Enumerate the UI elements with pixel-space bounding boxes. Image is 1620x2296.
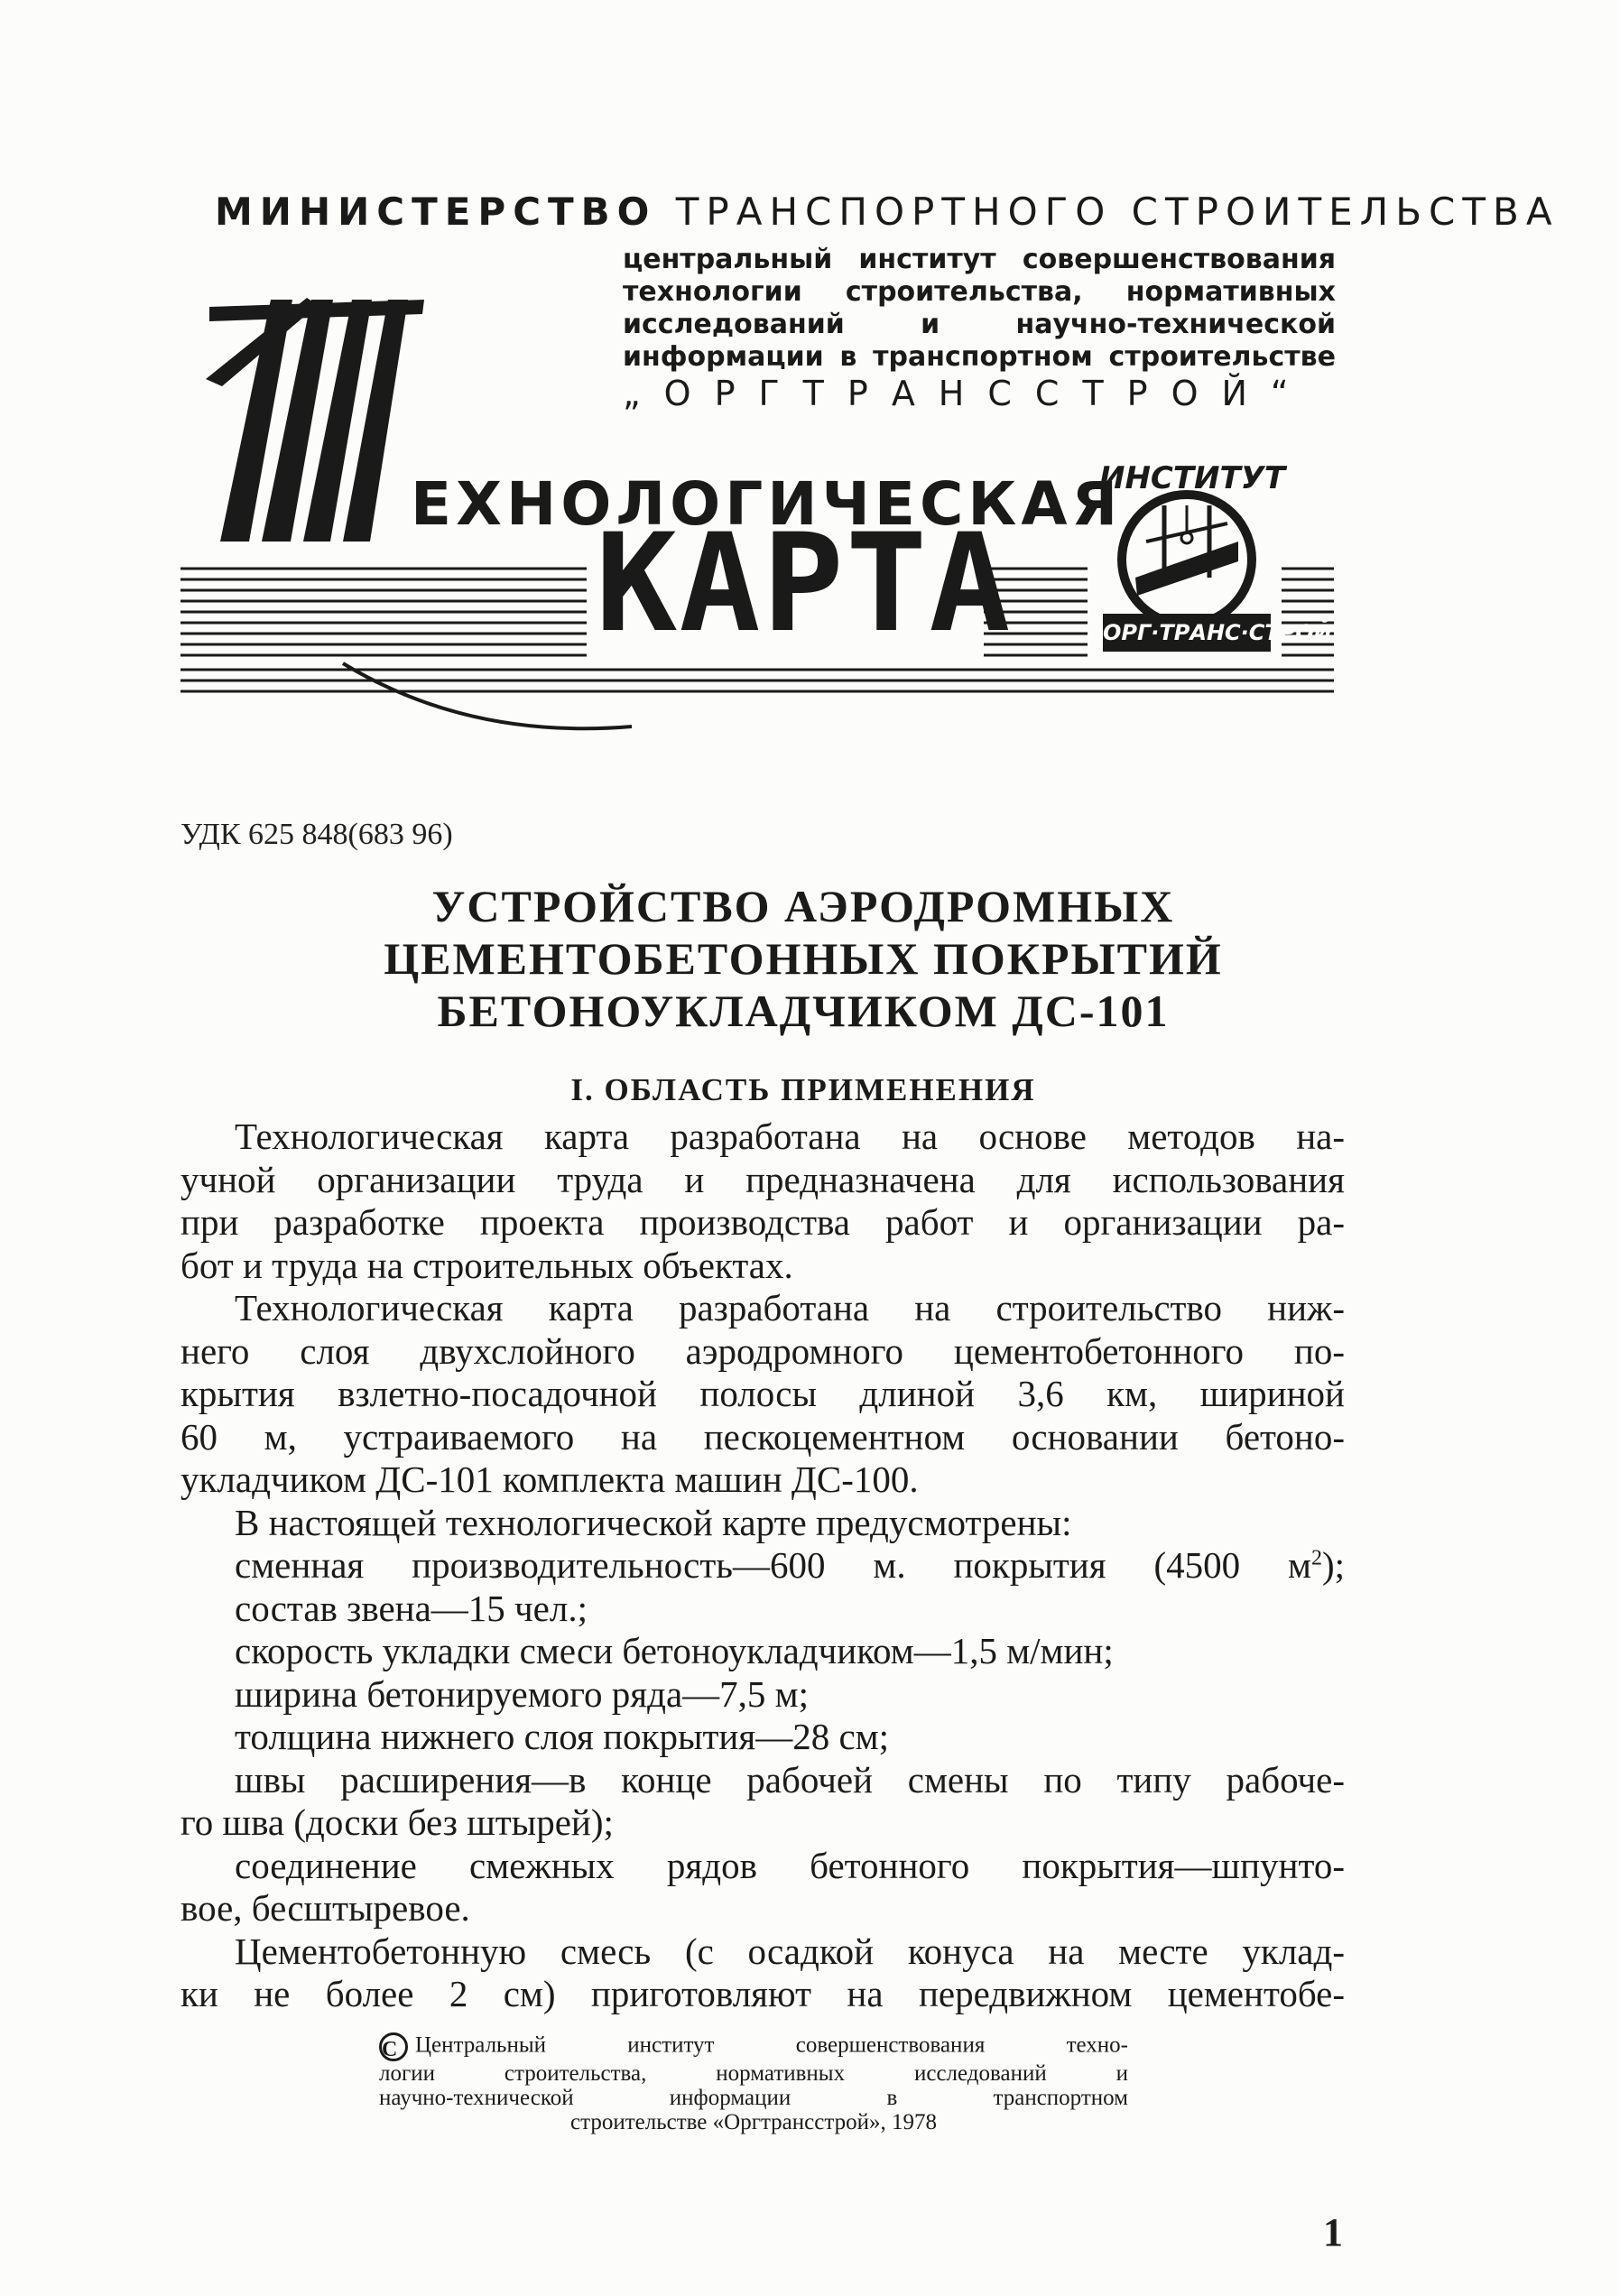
paragraph-line: учной организации труда и предназначена для использования: [181, 1158, 1345, 1200]
ministry-name-bold: МИНИСТЕРСТВО: [215, 190, 657, 234]
paragraph-line: Технологическая карта разработана на строительство ниж-: [235, 1287, 1345, 1329]
paragraph-line: состав звена—15 чел.;: [235, 1587, 588, 1629]
paragraph-line: крытия взлетно-посадочной полосы длиной 3,6 км, шириной: [181, 1373, 1345, 1414]
paragraph-line: го шва (доски без штырей);: [181, 1801, 614, 1843]
institute-line: исследований и научно-технической: [623, 309, 1336, 340]
document-title-line: ЦЕМЕНТОБЕТОННЫХ ПОКРЫТИЙ: [384, 933, 1223, 984]
copyright-line: логии строительства, нормативных исследований и: [379, 2061, 1128, 2086]
paragraph-line: швы расширения—в конце рабочей смены по типу рабоче-: [235, 1758, 1345, 1801]
copyright-line: научно-технической информации в транспортном: [379, 2086, 1128, 2110]
institute-block: [623, 244, 1336, 413]
paragraph-line: соединение смежных рядов бетонного покрытия—шпунто-: [235, 1844, 1345, 1886]
paragraph-line: В настоящей технологической карте предусмотрены:: [235, 1501, 1072, 1543]
institute-emblem: [1122, 495, 1252, 625]
paragraph-line: при разработке проекта производства работ и организации ра-: [181, 1201, 1345, 1243]
page-number: 1: [1323, 2210, 1343, 2254]
section-heading: I. ОБЛАСТЬ ПРИМЕНЕНИЯ: [570, 1072, 1036, 1107]
emblem-top-label: ИНСТИТУТ: [1099, 460, 1286, 496]
institute-line: центральный институт совершенствования: [623, 244, 1336, 275]
line-tail: );: [1321, 1544, 1345, 1586]
document-title-line: УСТРОЙСТВО АЭРОДРОМНЫХ: [431, 881, 1175, 931]
paragraph-line: бот и труда на строительных объектах.: [181, 1244, 793, 1286]
paragraph-line: толщина нижнего слоя покрытия—28 см;: [235, 1716, 889, 1757]
logo-title-rest: ЕХНОЛОГИЧЕСКАЯ: [411, 469, 1123, 539]
paragraph-line: ширина бетонируемого ряда—7,5 м;: [235, 1672, 809, 1715]
institute-line: информации в транспортном строительстве: [623, 341, 1336, 373]
institute-line: технологии строительства, нормативных: [623, 276, 1336, 308]
copyright-line: [379, 2032, 1128, 2061]
paragraph-line: него слоя двухслойного аэродромного цементобетонного по-: [181, 1329, 1345, 1372]
paragraph-line: Технологическая карта разработана на основе методов на-: [235, 1116, 1345, 1157]
logo-karta: КАРТА: [596, 505, 1013, 662]
document-title-line: БЕТОНОУКЛАДЧИКОМ ДС-101: [437, 986, 1170, 1036]
body-text: [181, 1116, 1345, 2016]
paragraph-line: вое, бесштыревое.: [181, 1887, 470, 1929]
paragraph-line: скорость укладки смеси бетоноукладчиком—1,5 м/мин;: [235, 1630, 1114, 1671]
logo-big-letter: [206, 298, 424, 542]
copyright-notice: [379, 2032, 1128, 2134]
copyright-line: строительстве «Оргтрансстрой», 1978: [570, 2110, 937, 2134]
paragraph-line: Цементобетонную смесь (с осадкой конуса на месте уклад-: [235, 1930, 1345, 1972]
logo-band-left: [181, 569, 587, 655]
paragraph-line: [181, 1544, 1345, 1588]
institute-short-name: „ОРГТРАНССТРОЙ“: [623, 374, 1312, 413]
paragraph-line: укладчиком ДС-101 комплекта машин ДС-100.: [181, 1458, 919, 1500]
copyright-icon: C: [379, 2032, 408, 2061]
document-title: [271, 880, 1336, 1037]
logo-swoosh: [343, 663, 632, 728]
udk-code: УДК 625 848(683 96): [181, 818, 453, 851]
line-text: сменная производительность—600 м. покрытия (4500 м: [235, 1544, 1311, 1586]
paragraph-line: 60 м, устраиваемого на пескоцементном основании бетоно-: [181, 1415, 1345, 1458]
logo-bottom-rules: [181, 670, 1334, 691]
ministry-name-rest: ТРАНСПОРТНОГО СТРОИТЕЛЬСТВА: [675, 190, 1560, 234]
emblem-bottom-label: ОРГ·ТРАНС·СТРОЙ: [1103, 614, 1271, 652]
superscript: 2: [1310, 1546, 1322, 1570]
copyright-text: Центральный институт совершенствования техно-: [415, 2032, 1128, 2058]
ministry-name: [215, 190, 1560, 234]
paragraph-line: ки не более 2 см) приготовляют на передвижном цементобе-: [181, 1973, 1345, 2014]
